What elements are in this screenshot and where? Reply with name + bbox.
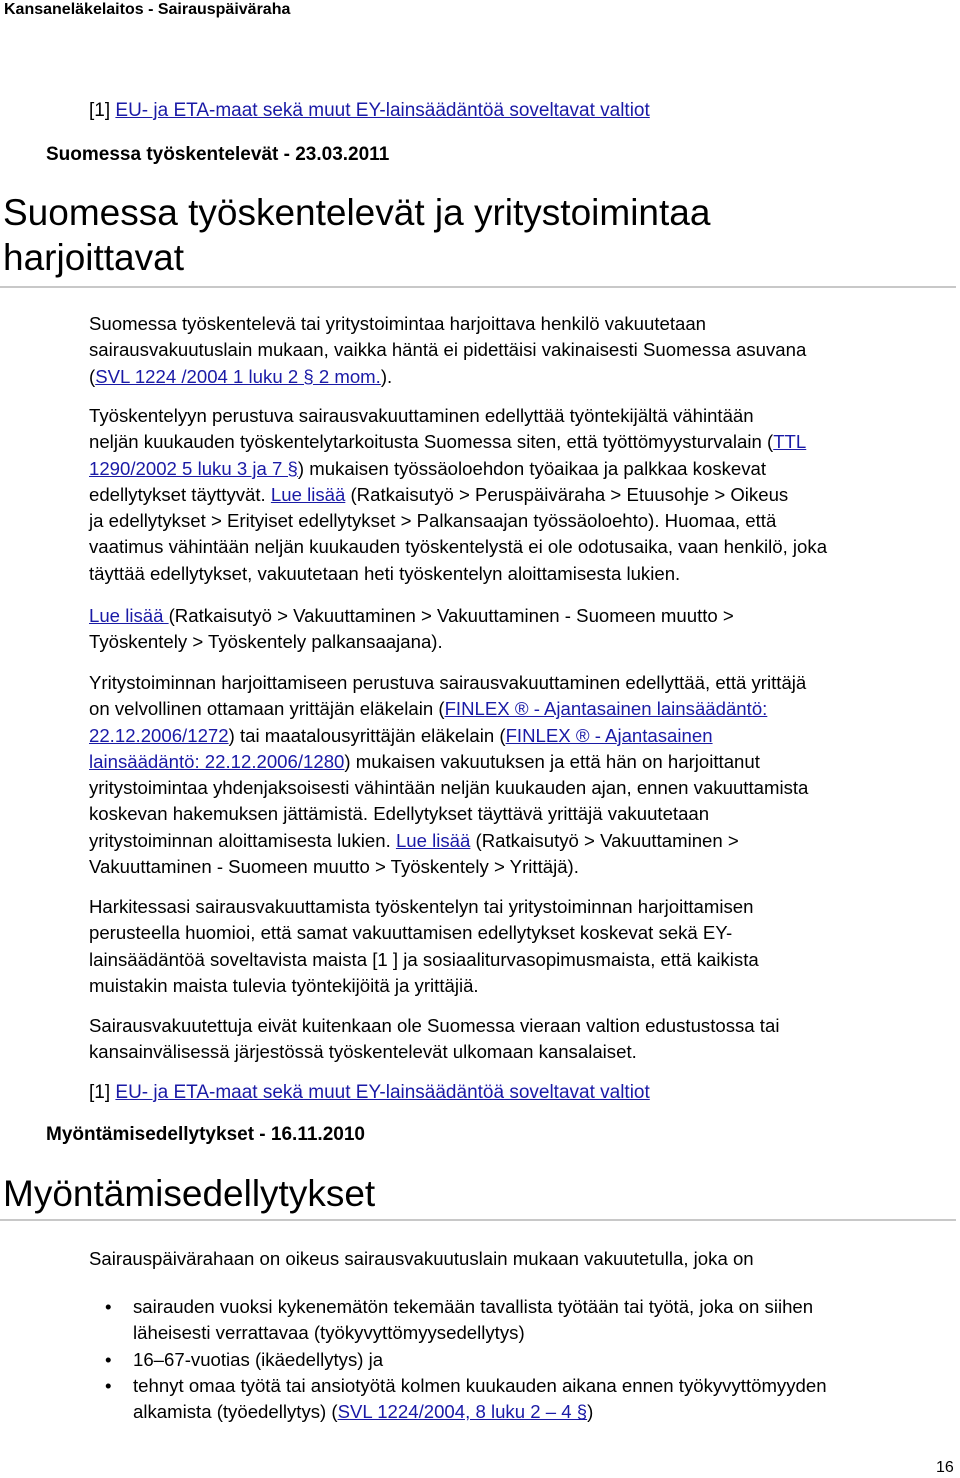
heading-line: harjoittavat: [3, 237, 184, 278]
section-heading: [3, 190, 710, 280]
footnote-marker: [1]: [89, 1082, 116, 1103]
paragraph-exceptions: Sairausvakuutettuja eivät kuitenkaan ole Suomessa vieraan valtion edustustossa tai kansainvälisessä järjestössä työskentelevät ulkomaan kansalaiset.: [89, 1015, 780, 1063]
ttl-law-link[interactable]: TTL 1290/2002 5 luku 3 ja 7 §: [89, 431, 807, 479]
eu-eta-countries-link[interactable]: EU- ja ETA-maat sekä muut EY-lainsäädäntöä soveltavat valtiot: [115, 1082, 650, 1103]
heading-divider: [0, 1219, 956, 1221]
paragraph-read-more-employment: Lue lisää (Ratkaisutyö > Vakuuttaminen > Vakuuttaminen - Suomeen muutto > Työskentely > Työskentely palkansaajana).: [89, 605, 734, 653]
read-more-link[interactable]: Lue lisää: [270, 483, 346, 505]
paragraph-eligibility-intro: Sairauspäivärahaan on oikeus sairausvakuutuslain mukaan vakuutetulla, joka on: [89, 1248, 754, 1269]
svl-law-link[interactable]: SVL 1224 /2004 1 luku 2 § 2 mom.: [95, 365, 381, 387]
list-item: • 16–67-vuotias (ikäedellytys) ja: [89, 1347, 949, 1373]
heading-divider: [0, 286, 956, 288]
page-header-title: Kansaneläkelaitos - Sairauspäiväraha: [4, 1, 291, 18]
paragraph-entrepreneur-requirement: Yritystoiminnan harjoittamiseen perustuva sairausvakuuttaminen edellyttää, että yrittäjä on velvollinen ottamaan yrittäjän eläkelain (FINLEX ® - Ajantasainen lainsäädäntö: 22.12.2006/1272) tai maatalousyrittäjän eläkelain (FINLEX ® - Ajantasainen lainsäädäntö: 22.12.2006/1280) mukaisen vakuutuksen ja että hän on harjoittanut yritystoimintaa yhdenjaksoisesti vähintään neljän kuukauden ajan, ennen vakuuttamista koskevan hakemuksen jättämistä. Edellytykset täyttävä yrittäjä vakuutetaan yritystoiminnan aloittamisesta lukien. Lue lisää (Ratkaisutyö > Vakuuttaminen > Vakuuttaminen - Suomeen muutto > Työskentely > Yrittäjä).: [89, 672, 809, 878]
list-item: • tehnyt omaa työtä tai ansiotyötä kolmen kuukauden aikana ennen työkyvyttömyyden alkamista (työedellytys) (SVL 1224/2004, 8 luku 2 – 4 §): [105, 1374, 827, 1423]
paragraph-consideration: Harkitessasi sairausvakuuttamista työskentelyn tai yritystoiminnan harjoittamisen perusteella huomioi, että samat vakuuttamisen edellytykset koskevat sekä EY- lainsäädäntöä soveltavista maista [1 ] ja sosiaaliturvasopimusmaista, että kaikista muistakin maista tulevia työntekijöitä ja yrittäjiä.: [89, 896, 759, 996]
section-date-title: Suomessa työskentelevät - 23.03.2011: [46, 144, 390, 165]
eligibility-list: [89, 1294, 949, 1425]
paragraph-employment-requirement: Työskentelyyn perustuva sairausvakuuttaminen edellyttää työntekijältä vähintään neljän kuukauden työskentelytarkoitusta Suomessa siten, että työttömyysturvalain (TTL 1290/2002 5 luku 3 ja 7 §) mukaisen työssäoloehdon työaikaa ja palkkaa koskevat edellytykset täyttyvät. Lue lisää (Ratkaisutyö > Peruspäiväraha > Etuusohje > Oikeus ja edellytykset > Erityiset edellytykset > Palkansaajan työssäoloehto). Huomaa, että vaatimus vähintään neljän kuukauden työskentelystä ei ole odotusaika, vaan henkilö, joka täyttää edellytykset, vakuutetaan heti työskentelyn aloittamisesta lukien.: [89, 405, 828, 584]
page-number: 16: [936, 1459, 954, 1476]
eu-eta-countries-link[interactable]: EU- ja ETA-maat sekä muut EY-lainsäädäntöä soveltavat valtiot: [115, 100, 650, 121]
paragraph-insurance-basis: Suomessa työskentelevä tai yritystoimintaa harjoittava henkilö vakuutetaan sairausvakuutuslain mukaan, vaikka häntä ei pidettäisi vakinaisesti Suomessa asuvana (SVL 1224 /2004 1 luku 2 § 2 mom.).: [89, 313, 807, 387]
read-more-link[interactable]: Lue lisää: [395, 829, 471, 851]
svl-law-link[interactable]: SVL 1224/2004, 8 luku 2 – 4 §: [337, 1401, 588, 1423]
bullet-icon: •: [105, 1348, 112, 1370]
footnote-reference-2: [89, 1081, 650, 1105]
finlex-yel-link[interactable]: FINLEX ® - Ajantasainen lainsäädäntö: 22.12.2006/1272: [89, 698, 768, 746]
bullet-icon: •: [105, 1374, 112, 1396]
read-more-link[interactable]: Lue lisää: [89, 605, 169, 626]
footnote-reference-1: [89, 99, 650, 123]
heading-line: Suomessa työskentelevät ja yritystoimintaa: [3, 192, 711, 233]
bullet-icon: •: [105, 1296, 112, 1317]
footnote-marker: [1]: [89, 100, 116, 121]
section-date-title: Myöntämisedellytykset - 16.11.2010: [46, 1124, 365, 1145]
section-heading: Myöntämisedellytykset: [3, 1173, 376, 1214]
list-item: • sairauden vuoksi kykenemätön tekemään tavallista työtään tai työtä, joka on siihen läheisesti verrattavaa (työkyvyttömyysedellytys): [105, 1296, 814, 1344]
finlex-myel-link[interactable]: FINLEX ® - Ajantasainen lainsäädäntö: 22.12.2006/1280: [89, 724, 713, 772]
